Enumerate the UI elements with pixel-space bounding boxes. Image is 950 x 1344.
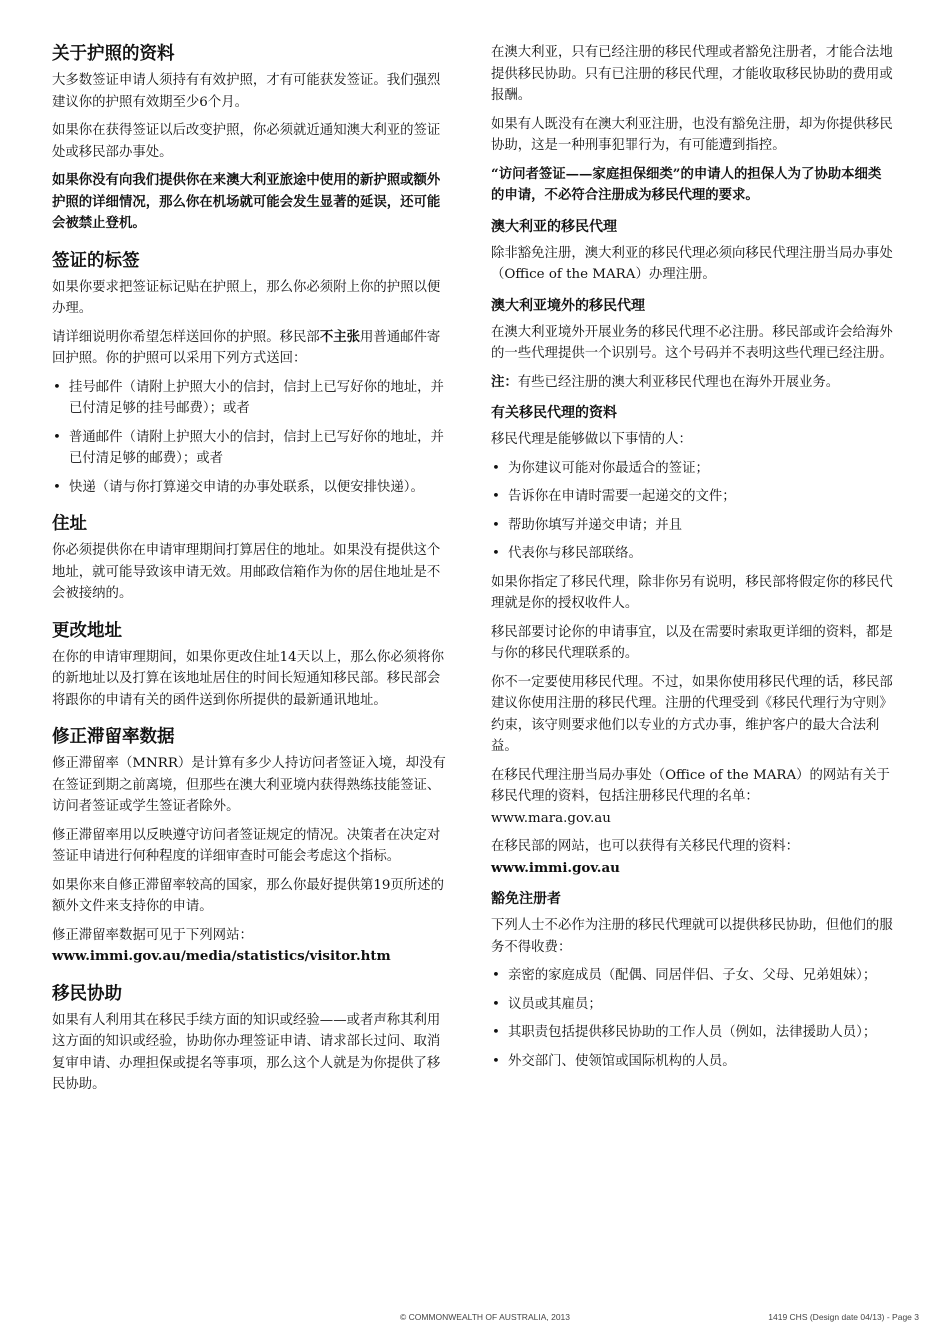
section-mnrr: [52, 725, 452, 968]
mnrr-url-link[interactable]: www.immi.gov.au/media/statistics/visitor.htm: [52, 948, 391, 964]
section-about-agents: [491, 403, 894, 879]
heading-address: 住址: [52, 514, 87, 534]
emphasis-text: 不主张: [319, 328, 360, 345]
paragraph: 除非豁免注册，澳大利亚的移民代理必须向移民代理注册当局办事处（Office of the MARA）办理注册。: [491, 245, 893, 282]
list-item: • 议员或其雇员；: [491, 994, 894, 1016]
paragraph: [52, 327, 452, 370]
text-run: 用普通邮件寄回护照。你的护照可以采用下列方式送回：: [52, 329, 441, 366]
section-visa-label: [52, 249, 452, 499]
paragraph: [491, 836, 894, 879]
paragraph: 移民部要讨论你的申请事宜，以及在需要时索取更详细的资料，都是与你的移民代理联系的。: [491, 624, 893, 661]
list-item: • 帮助你填写并递交申请；并且: [491, 515, 894, 537]
left-column: [52, 42, 452, 1110]
return-method-list: [52, 377, 452, 499]
heading-mnrr: 修正滞留率数据: [52, 727, 175, 747]
heading-overseas-agents: 澳大利亚境外的移民代理: [491, 297, 645, 314]
paragraph: 在澳大利亚境外开展业务的移民代理不必注册。移民部或许会给海外的一些代理提供一个识别号。这个号码并不表明这些代理已经注册。: [491, 324, 893, 361]
paragraph: 如果你指定了移民代理，除非你另有说明，移民部将假定你的移民代理就是你的授权收件人。: [491, 574, 893, 611]
paragraph: 修正滞留率（MNRR）是计算有多少人持访问者签证入境，却没有在签证到期之前离境，但那些在澳大利亚境内获得熟练技能签证、访问者签证或学生签证者除外。: [52, 756, 446, 814]
footer-copyright: © COMMONWEALTH OF AUSTRALIA, 2013: [400, 1312, 570, 1322]
heading-passport: 关于护照的资料: [52, 44, 175, 64]
heading-migration-assistance: 移民协助: [52, 983, 122, 1004]
list-item: • 外交部门、使领馆或国际机构的人员。: [491, 1051, 894, 1073]
list-item: • 告诉你在申请时需要一起递交的文件；: [491, 486, 894, 508]
list-item: • 挂号邮件（请附上护照大小的信封，信封上已写好你的地址，并已付清足够的挂号邮费）；或者: [52, 377, 452, 420]
paragraph: 如果有人利用其在移民手续方面的知识或经验——或者声称其利用这方面的知识或经验，协助你办理签证申请、请求部长过问、取消复审申请、办理担保或提名等事项，那么这个人就是为你提供了移民协助。: [52, 1012, 441, 1092]
agent-duties-list: [491, 458, 894, 565]
section-passport: [52, 42, 452, 235]
list-item: • 为你建议可能对你最适合的签证；: [491, 458, 894, 480]
right-column: [491, 42, 894, 1082]
list-item: • 快递（请与你打算递交申请的办事处联系，以便安排快递）。: [52, 477, 452, 499]
heading-exempt: 豁免注册者: [491, 891, 561, 907]
paragraph: 修正滞留率用以反映遵守访问者签证规定的情况。决策者在决定对签证申请进行何种程度的详细审查时可能会考虑这个指标。: [52, 827, 441, 864]
note-text: 有些已经注册的澳大利亚移民代理也在海外开展业务。: [517, 374, 840, 390]
paragraph: [491, 765, 894, 830]
warning-paragraph: 如果你没有向我们提供你在来澳大利亚旅途中使用的新护照或额外护照的详细情况，那么你在机场就可能会发生显著的延误，还可能会被禁止登机。: [52, 172, 441, 231]
section-exempt: [491, 889, 894, 1072]
paragraph: 你不一定要使用移民代理。不过，如果你使用移民代理的话，移民部建议你使用注册的移民代理。注册的代理受到《移民代理行为守则》约束，该守则要求他们以专业的方式办事，维护客户的最大合法利益。: [491, 674, 893, 754]
heading-au-agents: 澳大利亚的移民代理: [491, 218, 617, 235]
section-intro: [491, 42, 894, 207]
section-au-agents: [491, 217, 894, 286]
note-label: 注：: [491, 373, 518, 390]
paragraph: 移民代理是能够做以下事情的人：: [491, 432, 692, 447]
text-run: 在移民代理注册当局办事处（Office of the MARA）的网站有关于移民代理的资料，包括注册移民代理的名单：: [491, 767, 890, 804]
footer-page-number: 1419 CHS (Design date 04/13) - Page 3: [768, 1312, 919, 1322]
note-paragraph: [491, 372, 894, 394]
paragraph: 你必须提供你在申请审理期间打算居住的地址。如果没有提供这个地址，就可能导致该申请无效。用邮政信箱作为你的居住地址是不会被接纳的。: [52, 543, 441, 601]
paragraph: 如果你来自修正滞留率较高的国家，那么你最好提供第19页所述的额外文件来支持你的申请。: [52, 877, 444, 914]
text-run: 在移民部的网站，也可以获得有关移民代理的资料：: [491, 839, 799, 854]
paragraph: 如果你在获得签证以后改变护照，你必须就近通知澳大利亚的签证处或移民部办事处。: [52, 123, 441, 160]
paragraph: 在你的申请审理期间，如果你更改住址14天以上，那么你必须将你的新地址以及打算在该地址居住的时间长短通知移民部。移民部会将跟你的申请有关的函件送到你所提供的最新通讯地址。: [52, 649, 444, 708]
paragraph: 下列人士不必作为注册的移民代理就可以提供移民协助，但他们的服务不得收费：: [491, 918, 893, 955]
paragraph: 如果你要求把签证标记贴在护照上，那么你必须附上你的护照以便办理。: [52, 279, 441, 316]
mara-url-link[interactable]: www.mara.gov.au: [491, 810, 611, 826]
paragraph: 在澳大利亚，只有已经注册的移民代理或者豁免注册者，才能合法地提供移民协助。只有已注册的移民代理，才能收取移民协助的费用或报酬。: [491, 45, 893, 103]
text-run: 修正滞留率数据可见于下列网站：: [52, 927, 253, 943]
bold-paragraph: “访问者签证——家庭担保细类”的申请人的担保人为了协助本细类的申请，不必符合注册成为移民代理的要求。: [491, 165, 882, 203]
immi-url-link[interactable]: www.immi.gov.au: [491, 859, 620, 876]
paragraph: [52, 925, 452, 968]
section-address: [52, 512, 452, 605]
list-item: • 普通邮件（请附上护照大小的信封，信封上已写好你的地址，并已付清足够的邮费）；或者: [52, 427, 452, 470]
exempt-persons-list: [491, 965, 894, 1072]
list-item: • 其职责包括提供移民协助的工作人员（例如，法律援助人员）；: [491, 1022, 894, 1044]
list-item: • 代表你与移民部联络。: [491, 543, 894, 565]
paragraph: 如果有人既没有在澳大利亚注册，也没有豁免注册，却为你提供移民协助，这是一种刑事犯罪行为，有可能遭到指控。: [491, 116, 893, 153]
section-overseas-agents: [491, 296, 894, 394]
text-run: 请详细说明你希望怎样送回你的护照。移民部: [52, 329, 320, 345]
section-change-address: [52, 619, 452, 712]
heading-visa-label: 签证的标签: [52, 250, 140, 271]
heading-about-agents: 有关移民代理的资料: [491, 405, 617, 421]
paragraph: 大多数签证申请人须持有有效护照，才有可能获发签证。我们强烈建议你的护照有效期至少6个月。: [52, 73, 441, 110]
list-item: • 亲密的家庭成员（配偶、同居伴侣、子女、父母、兄弟姐妹）；: [491, 965, 894, 987]
section-migration-assistance: [52, 982, 452, 1096]
heading-change-address: 更改地址: [52, 620, 122, 641]
